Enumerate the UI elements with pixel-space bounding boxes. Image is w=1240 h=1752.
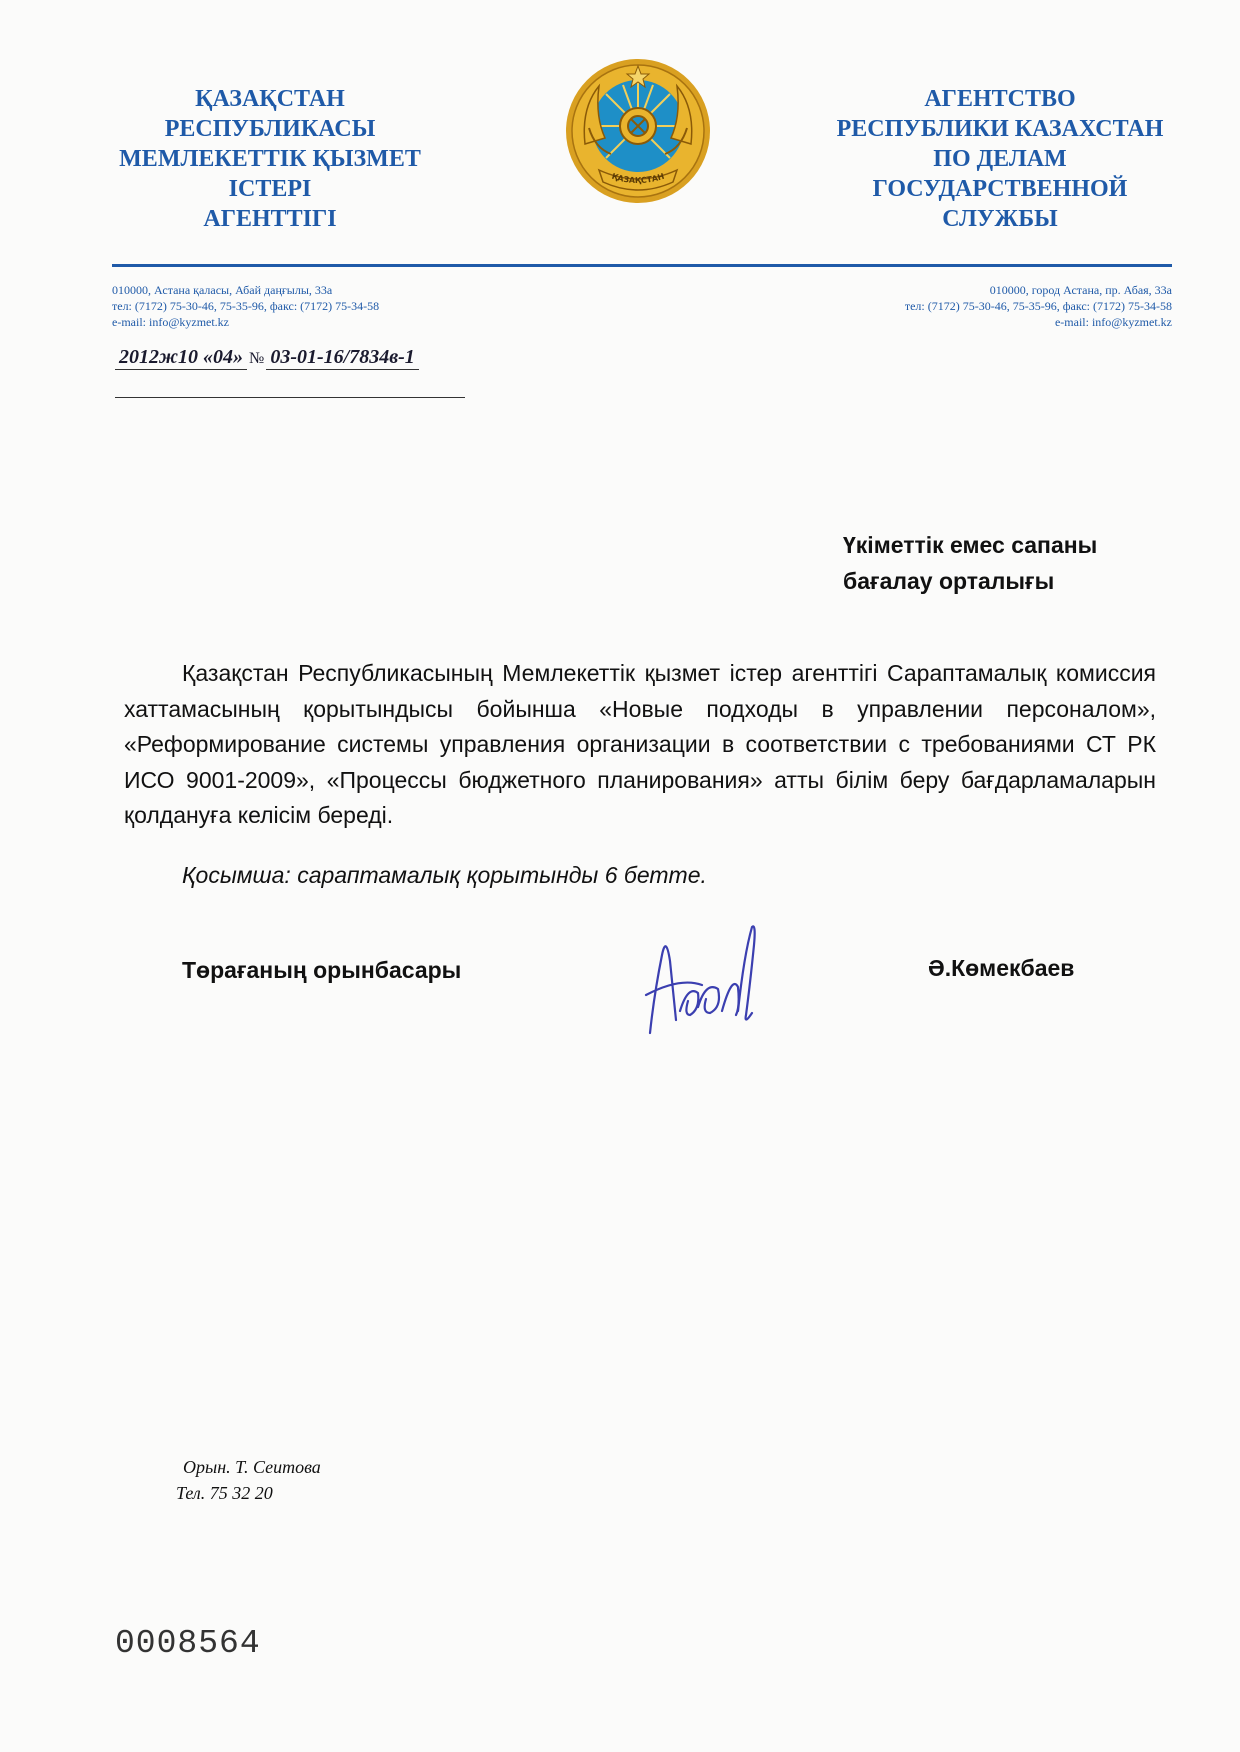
signatory-name: Ә.Көмекбаев (928, 955, 1075, 981)
emblem-ribbon-text: ҚАЗАҚСТАН (610, 171, 666, 186)
addressee-line: Үкіметтік емес сапаны (843, 532, 1098, 558)
registration-blank-line (115, 397, 465, 398)
address-right-email: e-mail: info@kyzmet.kz (1054, 315, 1172, 329)
address-left-line: тел: (7172) 75-30-46, 75-35-96, факс: (7172) 75-34-58 (112, 299, 380, 313)
header-divider (112, 264, 1172, 267)
address-left-line: 010000, Астана қаласы, Абай даңғылы, 33а (112, 283, 333, 297)
address-right-line: тел: (7172) 75-30-46, 75-35-96, факс: (7172) 75-34-58 (904, 299, 1172, 313)
address-left-email: e-mail: info@kyzmet.kz (112, 315, 230, 329)
address-left (112, 282, 379, 330)
handwritten-signature (640, 915, 770, 1040)
number-sign: № (249, 350, 265, 367)
header-left-line: МЕМЛЕКЕТТІК ҚЫЗМЕТ (119, 146, 421, 172)
header-right-line: ГОСУДАРСТВЕННОЙ (872, 176, 1128, 202)
executor-phone: Тел. 75 32 20 (176, 1483, 273, 1503)
header-left-title (100, 84, 440, 234)
header-right-line: АГЕНТСТВО (924, 86, 1076, 112)
header-left-line: РЕСПУБЛИКАСЫ (164, 116, 376, 142)
header-right-line: ПО ДЕЛАМ (933, 146, 1067, 172)
addressee-line: бағалау орталығы (843, 568, 1055, 594)
serial-number: 0008564 (115, 1625, 261, 1662)
address-right (905, 282, 1172, 330)
registration-line (115, 346, 419, 370)
signatory-position: Төрағаның орынбасары (182, 957, 462, 983)
registration-date: 2012ж10 «04» (115, 346, 247, 370)
header-left-line: АГЕНТТІГІ (203, 206, 337, 232)
addressee (843, 527, 1097, 599)
registration-number: 03-01-16/7834в-1 (266, 346, 418, 370)
appendix-note: Қосымша: сараптамалық қорытынды 6 бетте. (182, 862, 707, 888)
body-paragraph: Қазақстан Республикасының Мемлекеттік қызмет істер агенттігі Сараптамалық комиссия хаттамасының қорытындысы бойынша «Новые подходы в управлении персоналом», «Реформирование системы управления организации в соответствии с требованиями СТ РК ИСО 9001-2009», «Процессы бюджетного планирования» атты білім беру бағдарламаларын қолдануға келісім береді. (124, 660, 1156, 828)
state-emblem-icon (565, 58, 711, 204)
header-left-line: ҚАЗАҚСТАН (195, 86, 345, 112)
header-left-line: ІСТЕРІ (228, 176, 312, 202)
header-right-line: СЛУЖБЫ (942, 206, 1058, 232)
executor-name: Орын. Т. Сеитова (183, 1457, 321, 1477)
address-right-line: 010000, город Астана, пр. Абая, 33а (989, 283, 1172, 297)
executor-info (176, 1454, 321, 1506)
header-right-line: РЕСПУБЛИКИ КАЗАХСТАН (836, 116, 1164, 142)
header-right-title (820, 84, 1180, 234)
